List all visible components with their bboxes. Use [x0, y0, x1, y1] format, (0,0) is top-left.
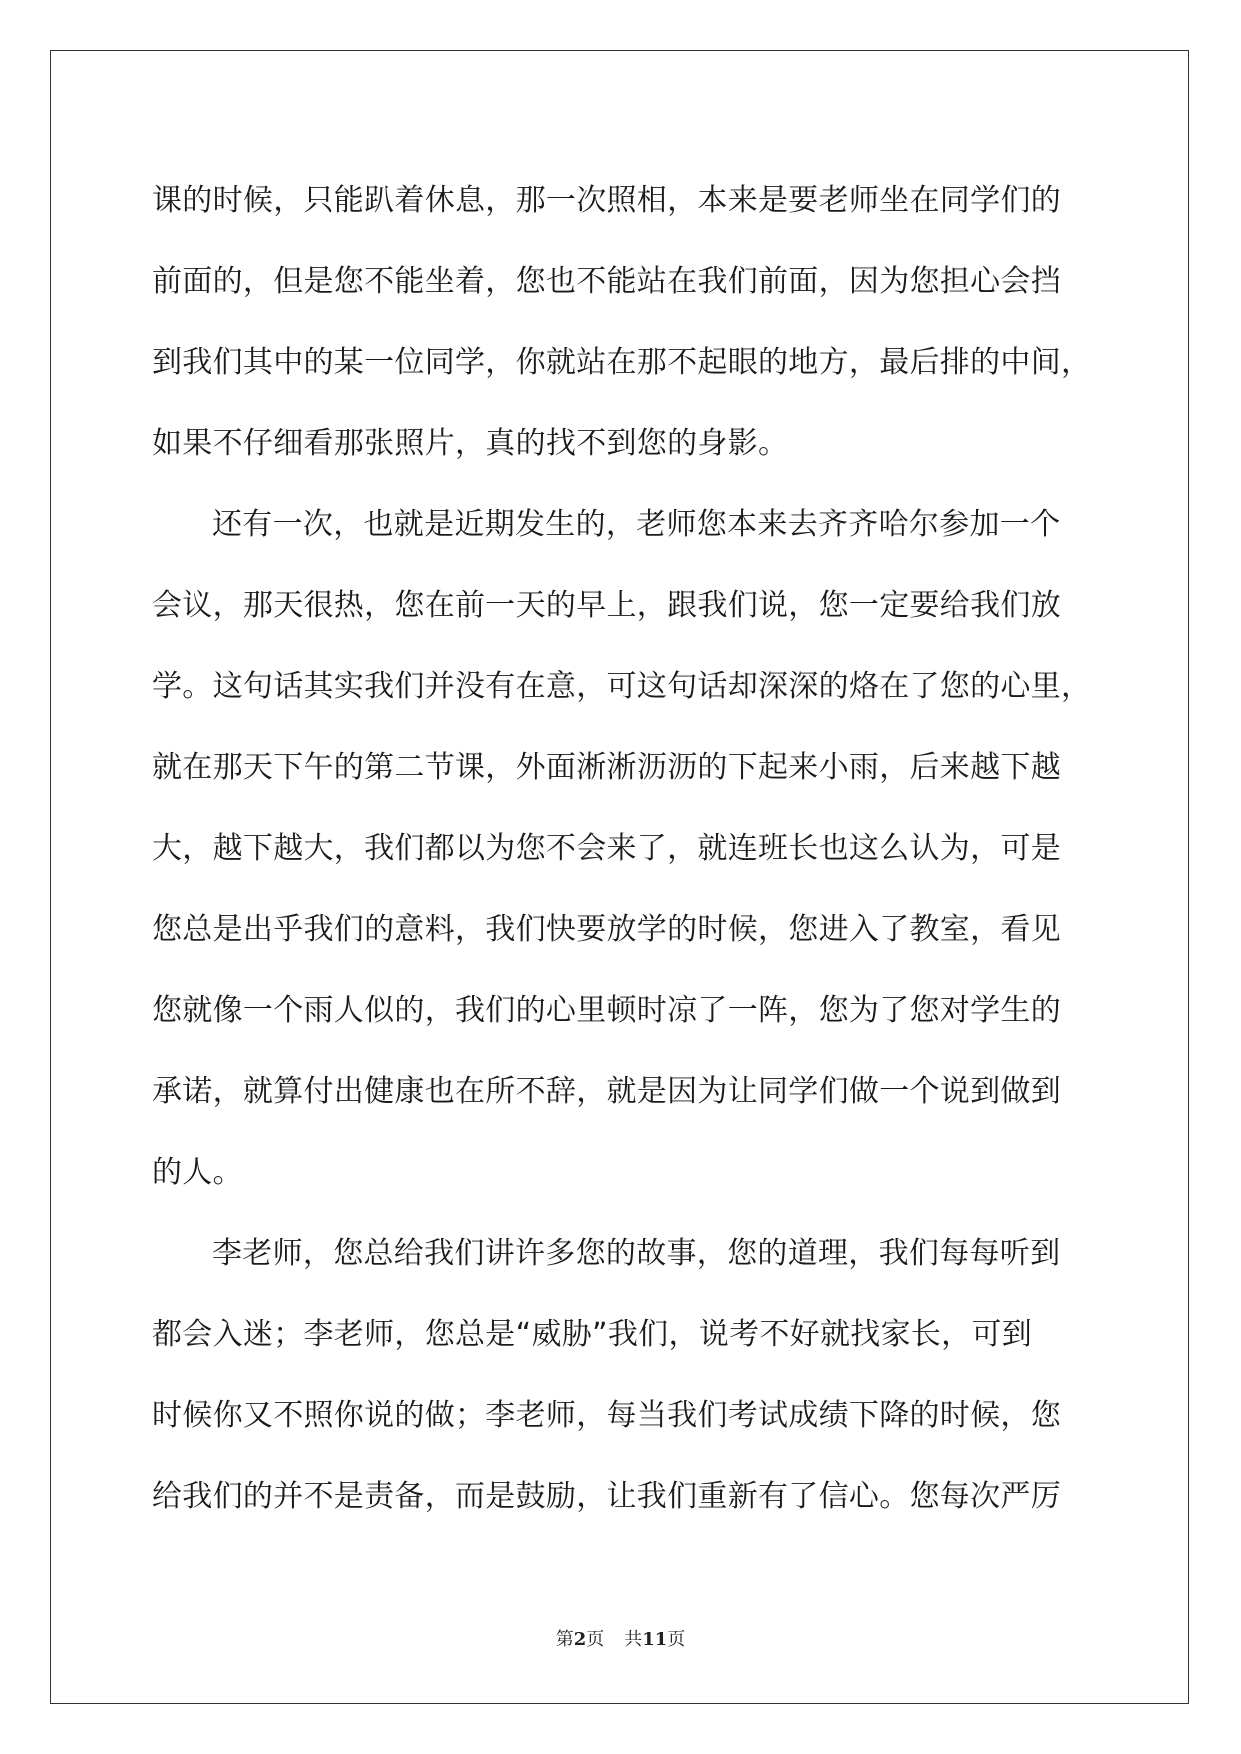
text-line: 大，越下越大，我们都以为您不会来了，就连班长也这么认为，可是 [152, 831, 1061, 866]
text-line: 前面的，但是您不能坐着，您也不能站在我们前面，因为您担心会挡 [152, 264, 1061, 299]
text-line: 时候你又不照你说的做；李老师，每当我们考试成绩下降的时候，您 [152, 1398, 1061, 1433]
text-line: 给我们的并不是责备，而是鼓励，让我们重新有了信心。您每次严厉 [152, 1479, 1061, 1514]
text-line: 您就像一个雨人似的，我们的心里顿时凉了一阵，您为了您对学生的 [152, 993, 1061, 1028]
page-number: 2 [573, 1629, 587, 1650]
text-line: 课的时候，只能趴着休息，那一次照相，本来是要老师坐在同学们的 [152, 183, 1061, 218]
text-line: 如果不仔细看那张照片，真的找不到您的身影。 [152, 426, 789, 461]
page-prefix: 第 [555, 1629, 574, 1650]
text-line: 都会入迷；李老师，您总是“威胁”我们，说考不好就找家长，可到 [152, 1317, 1033, 1352]
text-line: 就在那天下午的第二节课，外面淅淅沥沥的下起来小雨，后来越下越 [152, 750, 1061, 785]
page-footer [0, 1625, 1241, 1651]
text-line: 的人。 [152, 1155, 243, 1190]
text-line: 承诺，就算付出健康也在所不辞，就是因为让同学们做一个说到做到 [152, 1074, 1061, 1109]
text-line: 学。这句话其实我们并没有在意，可这句话却深深的烙在了您的心里， [152, 669, 1092, 704]
text-line: 还有一次，也就是近期发生的，老师您本来去齐齐哈尔参加一个 [212, 507, 1061, 542]
document-body [152, 160, 1092, 1537]
total-suffix: 页 [667, 1629, 686, 1650]
page-suffix: 页 [586, 1629, 605, 1650]
text-line: 会议，那天很热，您在前一天的早上，跟我们说，您一定要给我们放 [152, 588, 1061, 623]
text-line: 到我们其中的某一位同学，你就站在那不起眼的地方，最后排的中间， [152, 345, 1092, 380]
total-prefix: 共 [624, 1629, 643, 1650]
total-pages: 11 [642, 1629, 668, 1650]
text-line: 您总是出乎我们的意料，我们快要放学的时候，您进入了教室，看见 [152, 912, 1061, 947]
text-line: 李老师，您总给我们讲许多您的故事，您的道理，我们每每听到 [212, 1236, 1061, 1271]
